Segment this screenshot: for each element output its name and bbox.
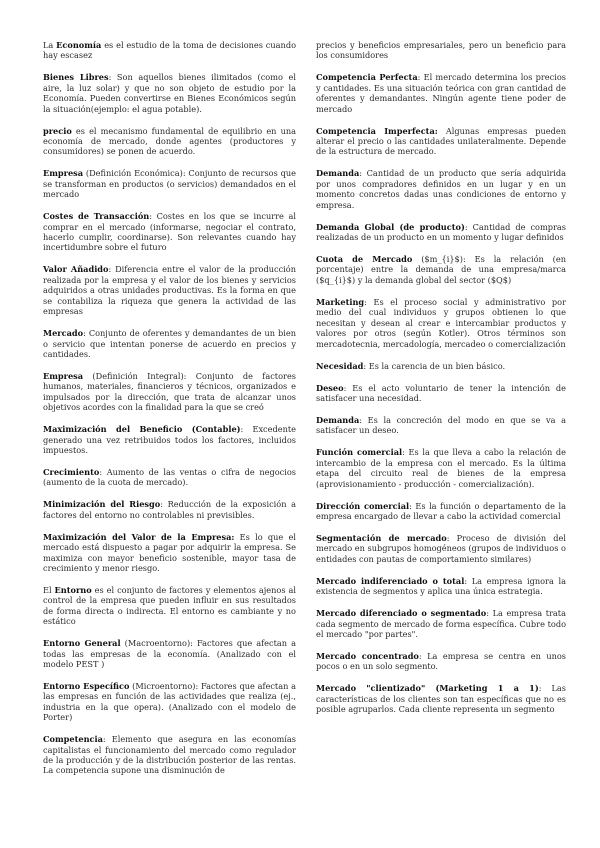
definition-text: : Son aquellos bienes ilimitados (como el aire, la luz solar) y que no son objeto de estudio por la Economía. Pueden convertirse en Bienes Económicos según la situación(ejemplo: el agua potable).	[43, 72, 296, 114]
definition-text: Es lo que el mercado está dispuesto a pagar por adquirir la empresa. Se maximiza con mayor beneficio sostenible, mayor tasa de crecimiento y menor riesgo.	[43, 531, 296, 573]
definition-mercado-indiferenciado	[316, 576, 566, 597]
definition-text: ($m_{i}$): Es la relación (en porcentaje) entre la demanda de una empresa/marca ($q_{i}$) y la demanda global del sector ($Q$)	[316, 254, 566, 285]
term-label: Mercado diferenciado o segmentado	[316, 608, 487, 619]
term-label: Necesidad	[316, 360, 364, 371]
definition-mercado	[43, 328, 296, 359]
definition-text: : La empresa ignora la existencia de segmentos y aplica una única estrategia.	[316, 575, 566, 597]
definition-text: : Conjunto de oferentes y demandantes de un bien o servicio que intentan ponerse de acuerdo en precios y cantidades.	[43, 328, 296, 359]
definition-text: : Costes en los que se incurre al comprar en el mercado (informarse, negociar el contrato, hacerlo cumplir, coordinarse). Son relevantes cuando hay incertidumbre sobre el futuro	[43, 211, 296, 253]
term-label: Entorno General	[43, 638, 121, 649]
term-label: Maximización del Valor de la Empresa:	[43, 531, 235, 542]
definition-valor-anadido	[43, 264, 296, 316]
term-label: precio	[43, 125, 72, 136]
definition-text: : Aumento de las ventas o cifra de negocios (aumento de la cuota de mercado).	[43, 466, 296, 488]
definition-text: es el mecanismo fundamental de equilibrio en una economía de mercado, donde agentes (productores y consumidores) se ponen de acuerdo.	[43, 125, 296, 157]
term-label: Mercado indiferenciado o total	[316, 575, 465, 586]
term-label: Entorno	[54, 584, 92, 595]
definition-segmentacion	[316, 533, 566, 564]
entry-lead-text: La	[43, 40, 57, 50]
definition-precio	[43, 126, 296, 157]
term-label: Bienes Libres	[43, 72, 109, 83]
definition-text: : Diferencia entre el valor de la producción realizada por la empresa y el valor de los bienes y servicios adquiridos a otras unidades productivas. Es la forma en que se contabiliza la riqueza que genera la actividad de las empresas	[43, 264, 296, 317]
definition-text: (Microentorno): Factores que afectan a las empresas en función de las actividades que realiza (ej., industria en la que opera). (Analizado con el modelo de Porter)	[43, 681, 296, 723]
definition-text: : La empresa trata cada segmento de mercado de forma específica. Cubre todo el mercado "por partes".	[316, 608, 566, 639]
definition-demanda-concrecion	[316, 415, 566, 436]
definition-competencia-imperfecta	[316, 126, 566, 157]
definition-text: : Las características de los clientes son tan específicas que no es posible agruparlos. Cada cliente representa un segmento	[316, 683, 566, 715]
definition-competencia-perfecta	[316, 72, 566, 114]
term-label: Costes de Transacción	[43, 211, 150, 222]
term-label: Deseo	[316, 382, 344, 393]
term-label: Empresa	[43, 370, 84, 381]
definition-text: : Es la concreción del modo en que se va a satisfacer un deseo.	[316, 414, 566, 436]
entry-lead-text: precios y beneficios empresariales, pero un beneficio para los consumidores	[316, 40, 566, 61]
definition-text: : Excedente generado una vez retribuidos todos los factores, incluidos impuestos.	[43, 424, 296, 455]
definition-necesidad	[316, 361, 566, 371]
definition-text: (Definición Económica): Conjunto de recursos que se transforman en productos (o servicios) demandados en el mercado	[43, 168, 296, 200]
term-label: Mercado concentrado	[316, 650, 419, 661]
term-label: Demanda	[316, 414, 360, 425]
definition-text: (Macroentorno): Factores que afectan a todas las empresas de la economía. (Analizado con el modelo PEST )	[43, 638, 297, 669]
definition-text: : Reducción de la exposición a factores del entorno no controlables ni previsibles.	[43, 499, 297, 520]
definition-entorno-general	[43, 638, 296, 669]
definition-funcion-comercial	[316, 447, 566, 489]
left-column	[43, 40, 296, 848]
definition-maximizacion-beneficio	[43, 424, 296, 455]
definition-mercado-clientizado	[316, 683, 566, 714]
term-label: Mercado "clientizado" (Marketing 1 a 1)	[316, 683, 539, 694]
definition-deseo	[316, 383, 566, 404]
definition-text: : Es la carencia de un bien básico.	[363, 360, 506, 371]
definition-entorno-especifico	[43, 681, 296, 723]
term-label: Cuota de Mercado	[316, 254, 413, 265]
definition-bienes-libres	[43, 72, 296, 114]
term-label: Función comercial	[316, 447, 403, 458]
term-label: Crecimiento	[43, 466, 100, 477]
term-label: Maximización del Beneficio (Contable)	[43, 424, 241, 435]
term-label: Segmentación de mercado	[316, 532, 447, 543]
definition-crecimiento	[43, 467, 296, 488]
term-label: Economía	[56, 40, 102, 50]
definition-competencia-continued	[316, 40, 566, 61]
entry-lead-text: El	[43, 584, 55, 595]
definition-maximizacion-valor	[43, 532, 296, 574]
definition-text: : El mercado determina los precios y cantidades. Es una situación teórica con gran cantidad de oferentes y demandantes. Ningún agente tiene poder de mercado	[316, 72, 566, 114]
term-label: Demanda	[316, 168, 360, 179]
term-label: Valor Añadido	[43, 264, 109, 275]
definition-demanda-global	[316, 222, 566, 243]
definition-mercado-concentrado	[316, 651, 566, 672]
term-label: Minimización del Riesgo	[43, 499, 161, 510]
definition-mercado-diferenciado	[316, 608, 566, 639]
term-label: Entorno Específico	[43, 681, 130, 691]
definition-text: : Es el proceso social y administrativo por medio del cual individuos y grupos obtienen lo que necesitan y desean al crear e intercambiar productos y valores por otros (según Kotler). Otros términos son mercadotecnia, mercadología, mercadeo o comercialización	[316, 296, 566, 349]
definition-economia	[43, 40, 296, 61]
definition-text: : Elemento que asegura en las economías capitalistas el funcionamiento del mercado como regulador de la producción y de la distribución posterior de las rentas. La competencia supone una disminución de	[43, 734, 296, 776]
definition-empresa-economica	[43, 168, 296, 199]
term-label: Demanda Global (de producto)	[316, 221, 465, 232]
definition-entorno	[43, 585, 296, 627]
definition-costes-transaccion	[43, 211, 296, 253]
term-label: Empresa	[43, 168, 84, 179]
definition-text: : La empresa se centra en unos pocos o en un solo segmento.	[316, 650, 566, 672]
definition-text: es el estudio de la toma de decisiones cuando hay escasez	[43, 40, 296, 61]
right-column	[316, 40, 566, 848]
definition-text: (Definición Integral): Conjunto de factores humanos, materiales, financieros y técnicos, organizados e impulsados por la dirección, que trata de alcanzar unos objetivos acordes con la finalidad para la que se creó	[43, 370, 296, 413]
term-label: Dirección comercial	[316, 500, 410, 511]
term-label: Competencia Imperfecta:	[316, 125, 438, 136]
definition-demanda	[316, 168, 566, 210]
definition-text: : Es la función o departamento de la empresa encargado de llevar a cabo la actividad comercial	[316, 500, 566, 521]
definition-text: : Proceso de división del mercado en subgrupos homogéneos (grupos de individuos o entidades con pautas de comportamiento similares)	[316, 532, 566, 564]
definition-text: es el conjunto de factores y elementos ajenos al control de la empresa que pueden influir en sus resultados de forma directa o indirecta. El entorno es cambiante y no estático	[43, 584, 296, 627]
definition-marketing	[316, 297, 566, 349]
definition-empresa-integral	[43, 371, 296, 413]
term-label: Mercado	[43, 328, 84, 339]
term-label: Marketing	[316, 296, 365, 307]
definition-text: : Es el acto voluntario de tener la intención de satisfacer una necesidad.	[316, 382, 566, 403]
term-label: Competencia Perfecta	[316, 72, 418, 83]
definition-text: : Cantidad de compras realizadas de un producto en un momento y lugar definidos	[316, 221, 566, 243]
definition-text: Algunas empresas pueden alterar el precio o las cantidades unilateralmente. Depende de la estructura de mercado.	[316, 125, 566, 157]
definition-text: : Cantidad de un producto que sería adquirida por unos compradores definidos en un lugar y en un momento concretos dadas unas condiciones de entorno y empresa.	[316, 168, 566, 210]
definition-direccion-comercial	[316, 501, 566, 522]
definition-text: : Es la que lleva a cabo la relación de intercambio de la empresa con el mercado. Es la última etapa del circuito real de bienes de la empresa (aprovisionamiento - producción - comercialización).	[316, 447, 566, 489]
definition-competencia	[43, 734, 296, 776]
definition-minimizacion-riesgo	[43, 499, 296, 520]
term-label: Competencia	[43, 734, 103, 745]
definition-cuota-mercado	[316, 254, 566, 285]
